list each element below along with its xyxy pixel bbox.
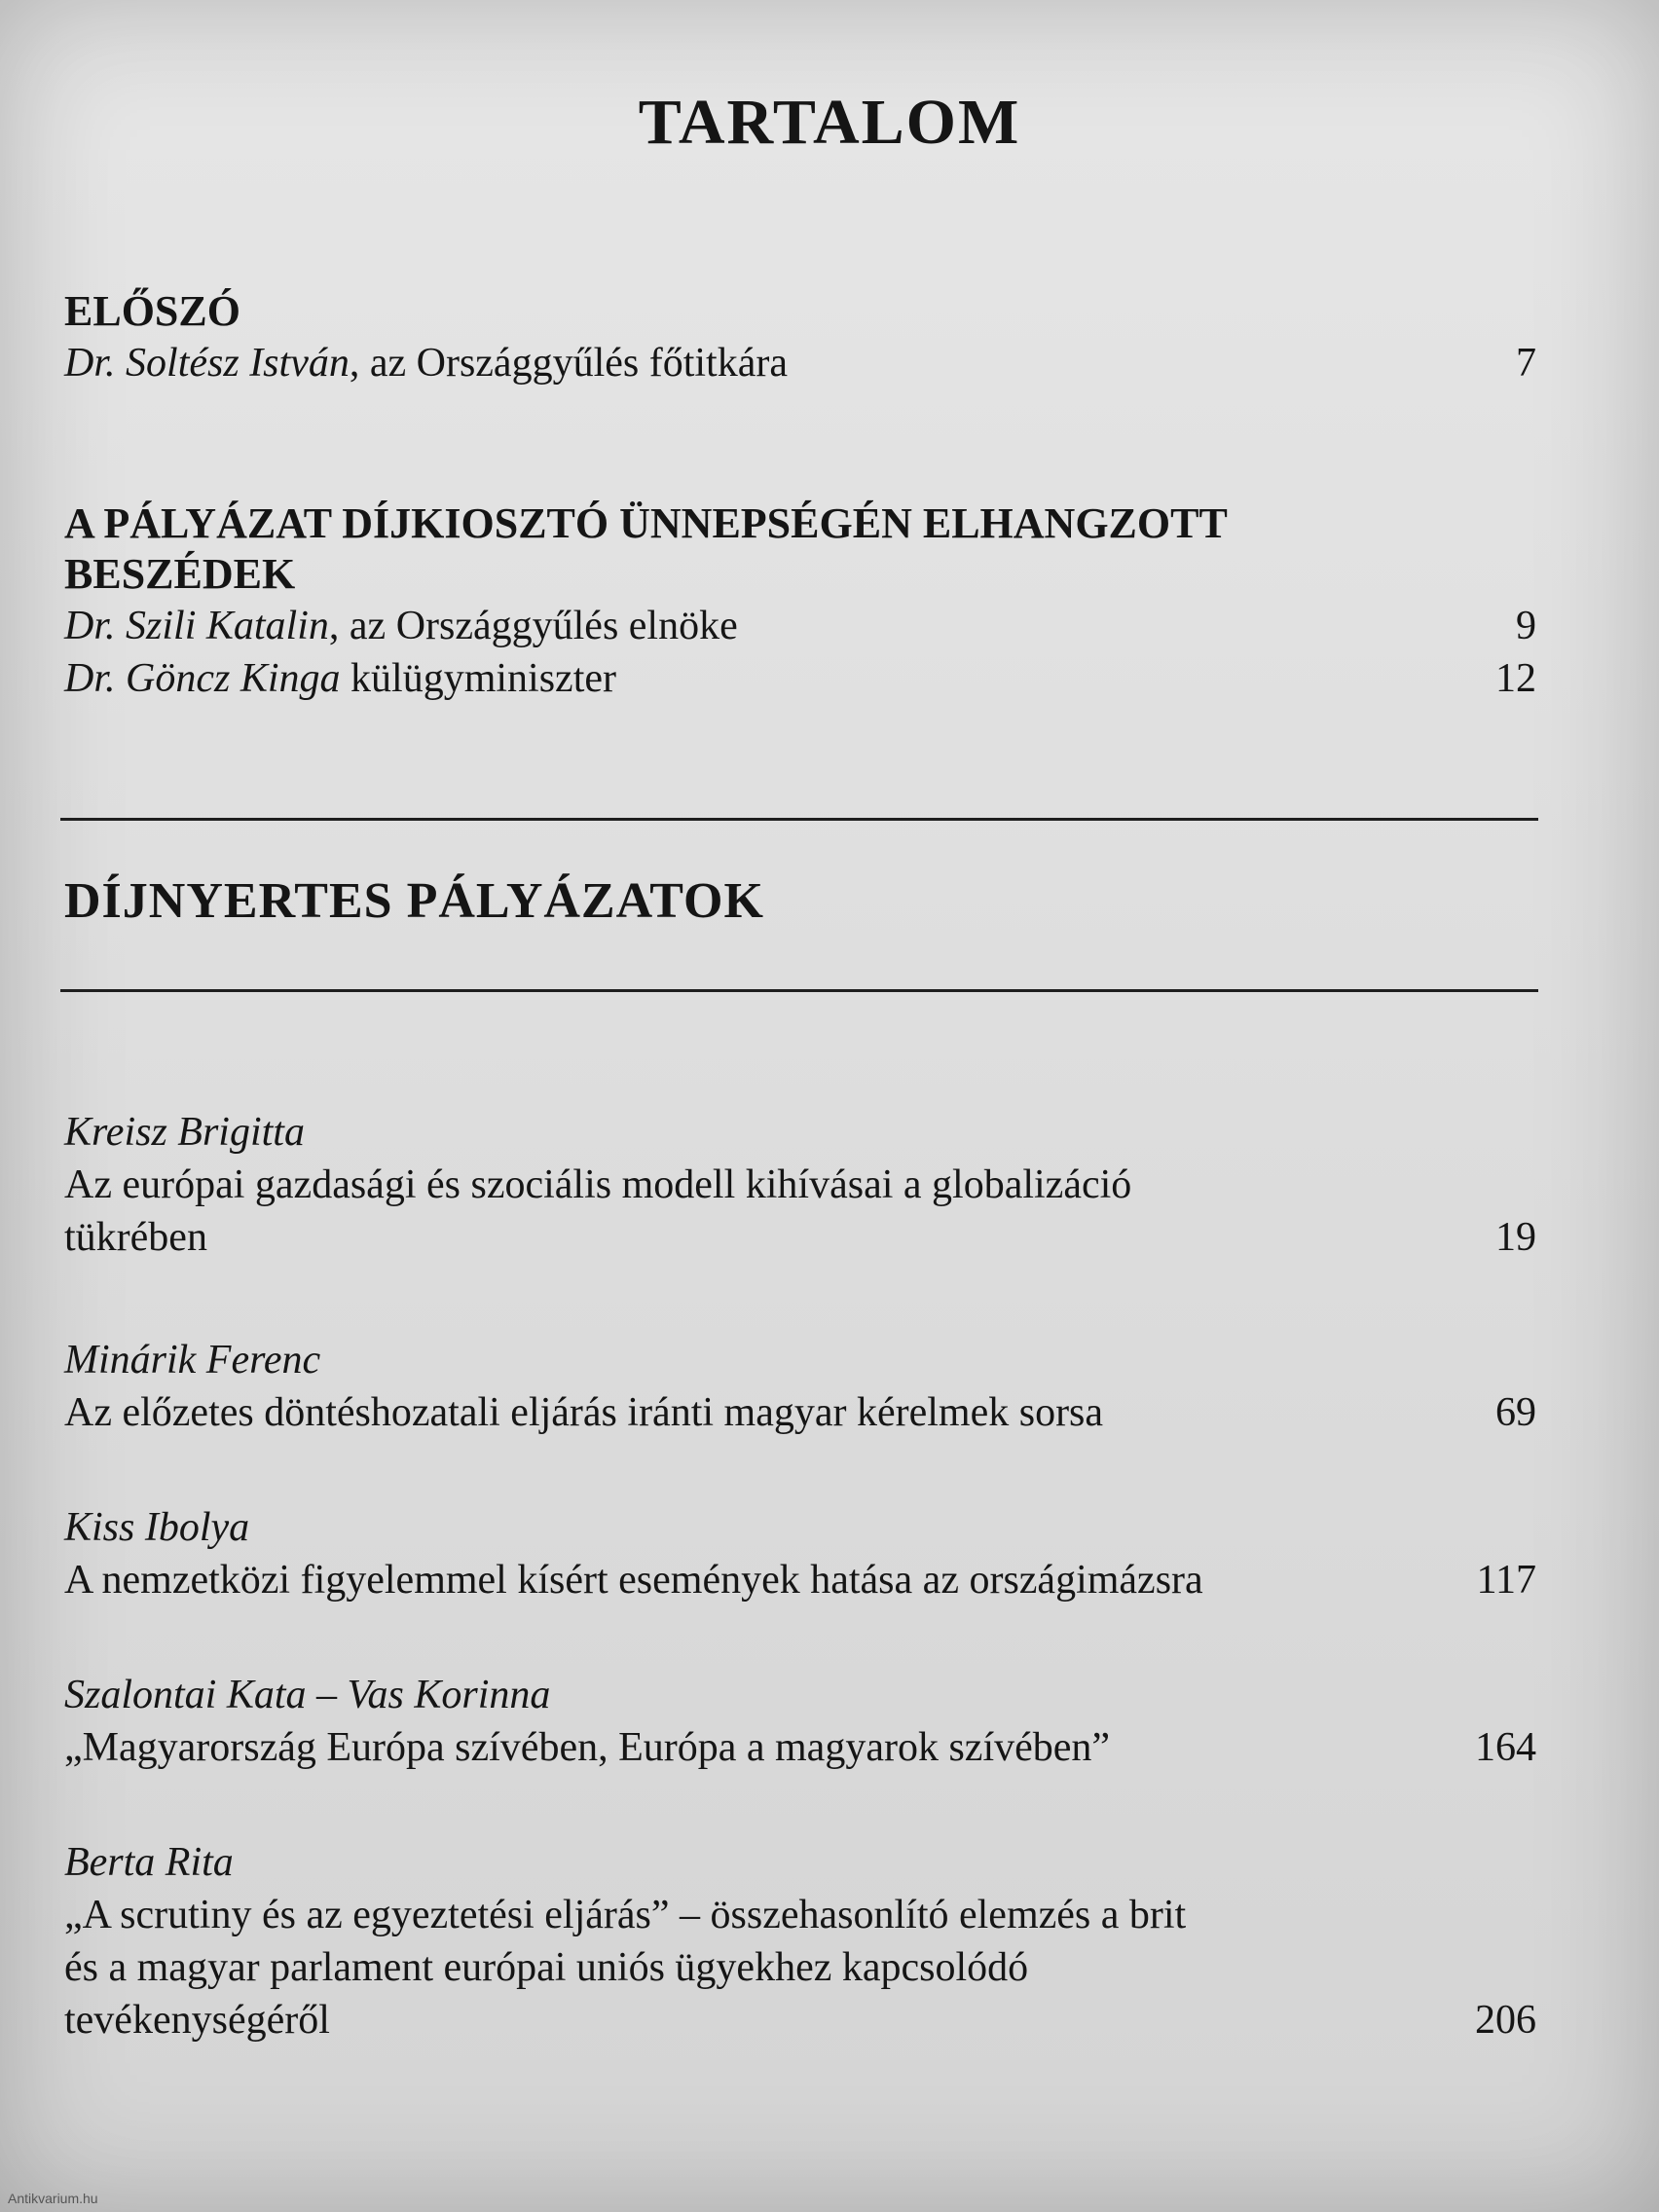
toc-entry[interactable]: [64, 1501, 1536, 1606]
entry-role: , az Országgyűlés főtitkára: [349, 341, 788, 386]
entry-author: Kreisz Brigitta: [64, 1110, 305, 1155]
section-heading: DÍJNYERTES PÁLYÁZATOK: [64, 873, 764, 929]
section-heading-line: A PÁLYÁZAT DÍJKIOSZTÓ ÜNNEPSÉGÉN ELHANGZOTT: [64, 499, 1228, 547]
page-number: 69: [1495, 1390, 1536, 1435]
page-number: 12: [1495, 656, 1536, 701]
page-number: 164: [1475, 1725, 1536, 1770]
toc-entry[interactable]: [64, 1669, 1536, 1774]
page-number: 206: [1475, 1998, 1536, 2043]
page-number: 7: [1516, 341, 1536, 386]
section-beszedek: [64, 498, 1536, 705]
entry-title-line: tükrében: [64, 1215, 207, 1260]
entry-role: , az Országgyűlés elnöke: [328, 604, 738, 648]
entry-role: külügyminiszter: [340, 656, 616, 701]
page-number: 19: [1495, 1215, 1536, 1260]
section-eloszo: [64, 286, 1536, 389]
section-dijnyertes: [64, 872, 1536, 931]
watermark: Antikvarium.hu: [8, 2191, 98, 2206]
entry-title-line: A nemzetközi figyelemmel kísért események hatása az országimázsra: [64, 1558, 1203, 1603]
entry-author: Szalontai Kata – Vas Korinna: [64, 1673, 551, 1717]
entry-title-line: tevékenységéről: [64, 1998, 330, 2043]
entry-title-line: „Magyarország Európa szívében, Európa a magyarok szívében”: [64, 1725, 1111, 1770]
entry-author: Dr. Szili Katalin: [64, 604, 329, 648]
entry-author: Berta Rita: [64, 1840, 234, 1885]
entry-author: Minárik Ferenc: [64, 1338, 321, 1382]
toc-entry[interactable]: [64, 652, 1536, 705]
section-heading: ELŐSZÓ: [64, 287, 240, 335]
entry-author: Dr. Soltész István: [64, 341, 350, 386]
entry-author: Dr. Göncz Kinga: [64, 656, 341, 701]
entry-title-line: Az előzetes döntéshozatali eljárás iránti magyar kérelmek sorsa: [64, 1390, 1104, 1435]
divider-rule: [60, 989, 1538, 992]
toc-entry[interactable]: [64, 1334, 1536, 1439]
page-number: 117: [1476, 1558, 1536, 1603]
page-title: TARTALOM: [638, 87, 1021, 158]
toc-entry[interactable]: [64, 600, 1536, 652]
divider-rule: [60, 818, 1538, 821]
toc-entry[interactable]: [64, 1106, 1536, 1264]
entry-title-line: és a magyar parlament európai uniós ügyekhez kapcsolódó: [64, 1945, 1029, 1990]
entry-title-line: „A scrutiny és az egyeztetési eljárás” – összehasonlító elemzés a brit: [64, 1893, 1187, 1937]
page-number: 9: [1516, 604, 1536, 648]
entry-author: Kiss Ibolya: [64, 1505, 250, 1550]
toc-entry[interactable]: [64, 1836, 1536, 2046]
entry-title-line: Az európai gazdasági és szociális modell kihívásai a globalizáció: [64, 1162, 1132, 1207]
section-heading-line: BESZÉDEK: [64, 550, 296, 598]
toc-entry[interactable]: [64, 337, 1536, 389]
